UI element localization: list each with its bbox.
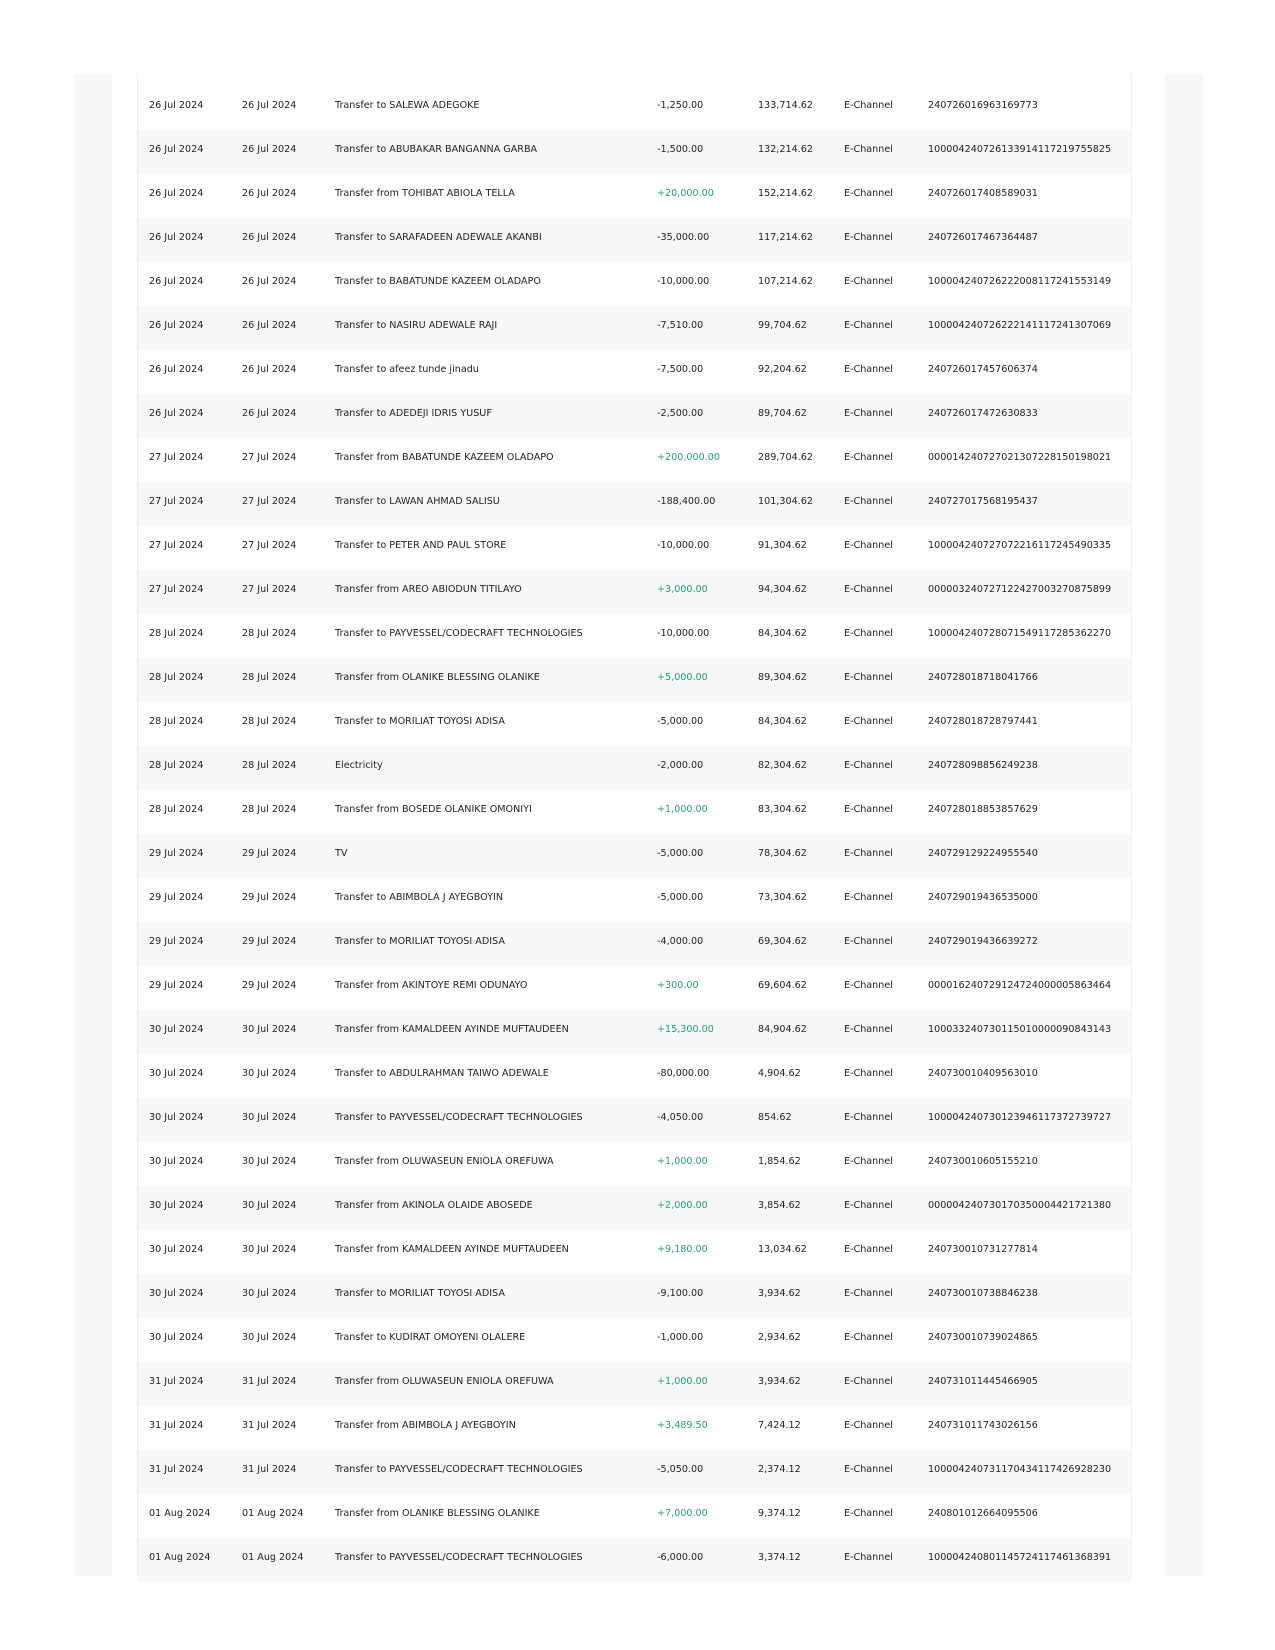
table-row bbox=[138, 394, 1131, 438]
transaction-date: 30 Jul 2024 bbox=[149, 1200, 204, 1211]
table-row bbox=[138, 1054, 1131, 1098]
transaction-reference: 000016240729124724000005863464 bbox=[928, 980, 1112, 991]
transaction-date: 31 Jul 2024 bbox=[149, 1376, 204, 1387]
transaction-amount: -5,000.00 bbox=[657, 716, 704, 727]
running-balance: 132,214.62 bbox=[758, 144, 813, 155]
transaction-reference: 240726017457606374 bbox=[928, 364, 1038, 375]
transaction-reference: 100033240730115010000090843143 bbox=[928, 1024, 1112, 1035]
transaction-reference: 240729129224955540 bbox=[928, 848, 1038, 859]
value-date: 30 Jul 2024 bbox=[242, 1112, 297, 1123]
table-row bbox=[138, 130, 1131, 174]
table-row bbox=[138, 262, 1131, 306]
transaction-amount: +5,000.00 bbox=[657, 672, 708, 683]
transaction-amount: -6,000.00 bbox=[657, 1552, 704, 1563]
running-balance: 13,034.62 bbox=[758, 1244, 807, 1255]
value-date: 27 Jul 2024 bbox=[242, 540, 297, 551]
value-date: 30 Jul 2024 bbox=[242, 1024, 297, 1035]
running-balance: 101,304.62 bbox=[758, 496, 813, 507]
value-date: 27 Jul 2024 bbox=[242, 496, 297, 507]
transaction-reference: 240730010409563010 bbox=[928, 1068, 1038, 1079]
transaction-channel: E-Channel bbox=[844, 716, 893, 727]
transaction-description: Transfer to NASIRU ADEWALE RAJI bbox=[335, 320, 498, 331]
value-date: 30 Jul 2024 bbox=[242, 1288, 297, 1299]
transaction-amount: +1,000.00 bbox=[657, 804, 708, 815]
transaction-date: 28 Jul 2024 bbox=[149, 804, 204, 815]
transaction-reference: 240726017467364487 bbox=[928, 232, 1038, 243]
transaction-channel: E-Channel bbox=[844, 452, 893, 463]
statement-page bbox=[137, 74, 1132, 1576]
table-row bbox=[138, 878, 1131, 922]
transaction-description: Transfer from BABATUNDE KAZEEM OLADAPO bbox=[335, 452, 554, 463]
value-date: 29 Jul 2024 bbox=[242, 936, 297, 947]
table-row bbox=[138, 350, 1131, 394]
running-balance: 3,934.62 bbox=[758, 1288, 801, 1299]
transaction-description: Transfer to MORILIAT TOYOSI ADISA bbox=[335, 1288, 505, 1299]
transaction-amount: -10,000.00 bbox=[657, 628, 710, 639]
running-balance: 92,204.62 bbox=[758, 364, 807, 375]
value-date: 29 Jul 2024 bbox=[242, 980, 297, 991]
transaction-table bbox=[138, 86, 1131, 1582]
running-balance: 84,304.62 bbox=[758, 716, 807, 727]
transaction-description: Transfer to PAYVESSEL/CODECRAFT TECHNOLOGIES bbox=[335, 1552, 583, 1563]
table-row bbox=[138, 1098, 1131, 1142]
value-date: 30 Jul 2024 bbox=[242, 1068, 297, 1079]
transaction-channel: E-Channel bbox=[844, 1156, 893, 1167]
transaction-reference: 240730010731277814 bbox=[928, 1244, 1038, 1255]
transaction-reference: 240730010738846238 bbox=[928, 1288, 1038, 1299]
transaction-description: Transfer to ABUBAKAR BANGANNA GARBA bbox=[335, 144, 538, 155]
transaction-date: 30 Jul 2024 bbox=[149, 1112, 204, 1123]
transaction-date: 29 Jul 2024 bbox=[149, 848, 204, 859]
transaction-channel: E-Channel bbox=[844, 1112, 893, 1123]
transaction-date: 30 Jul 2024 bbox=[149, 1156, 204, 1167]
running-balance: 289,704.62 bbox=[758, 452, 813, 463]
transaction-amount: -5,000.00 bbox=[657, 848, 704, 859]
transaction-description: Transfer from AKINOLA OLAIDE ABOSEDE bbox=[335, 1200, 533, 1211]
transaction-description: Transfer from OLUWASEUN ENIOLA OREFUWA bbox=[335, 1376, 554, 1387]
transaction-channel: E-Channel bbox=[844, 848, 893, 859]
transaction-reference: 240731011743026156 bbox=[928, 1420, 1038, 1431]
transaction-date: 30 Jul 2024 bbox=[149, 1068, 204, 1079]
running-balance: 84,904.62 bbox=[758, 1024, 807, 1035]
transaction-amount: -80,000.00 bbox=[657, 1068, 710, 1079]
table-row bbox=[138, 86, 1131, 130]
transaction-channel: E-Channel bbox=[844, 760, 893, 771]
table-row bbox=[138, 966, 1131, 1010]
transaction-reference: 100004240727072216117245490335 bbox=[928, 540, 1112, 551]
transaction-amount: -5,000.00 bbox=[657, 892, 704, 903]
table-row bbox=[138, 1186, 1131, 1230]
running-balance: 84,304.62 bbox=[758, 628, 807, 639]
transaction-reference: 100004240728071549117285362270 bbox=[928, 628, 1112, 639]
transaction-amount: -4,000.00 bbox=[657, 936, 704, 947]
transaction-amount: +1,000.00 bbox=[657, 1376, 708, 1387]
running-balance: 4,904.62 bbox=[758, 1068, 801, 1079]
transaction-description: Transfer from OLANIKE BLESSING OLANIKE bbox=[335, 672, 540, 683]
transaction-description: Transfer to LAWAN AHMAD SALISU bbox=[335, 496, 500, 507]
transaction-channel: E-Channel bbox=[844, 188, 893, 199]
transaction-reference: 240726017472630833 bbox=[928, 408, 1038, 419]
transaction-amount: +9,180.00 bbox=[657, 1244, 708, 1255]
running-balance: 89,304.62 bbox=[758, 672, 807, 683]
running-balance: 78,304.62 bbox=[758, 848, 807, 859]
transaction-description: Transfer to MORILIAT TOYOSI ADISA bbox=[335, 936, 505, 947]
table-row bbox=[138, 1318, 1131, 1362]
transaction-channel: E-Channel bbox=[844, 1332, 893, 1343]
transaction-description: Transfer to ABDULRAHMAN TAIWO ADEWALE bbox=[335, 1068, 549, 1079]
transaction-date: 31 Jul 2024 bbox=[149, 1464, 204, 1475]
transaction-channel: E-Channel bbox=[844, 804, 893, 815]
right-margin-panel bbox=[1165, 74, 1203, 1576]
transaction-description: Transfer to PAYVESSEL/CODECRAFT TECHNOLOGIES bbox=[335, 1464, 583, 1475]
transaction-date: 28 Jul 2024 bbox=[149, 628, 204, 639]
transaction-amount: -2,500.00 bbox=[657, 408, 704, 419]
value-date: 27 Jul 2024 bbox=[242, 584, 297, 595]
left-margin-panel bbox=[74, 74, 112, 1576]
transaction-reference: 100004240726222008117241553149 bbox=[928, 276, 1112, 287]
table-row bbox=[138, 702, 1131, 746]
running-balance: 133,714.62 bbox=[758, 100, 813, 111]
transaction-reference: 000004240730170350004421721380 bbox=[928, 1200, 1112, 1211]
value-date: 30 Jul 2024 bbox=[242, 1156, 297, 1167]
transaction-date: 27 Jul 2024 bbox=[149, 584, 204, 595]
transaction-channel: E-Channel bbox=[844, 496, 893, 507]
running-balance: 1,854.62 bbox=[758, 1156, 801, 1167]
transaction-date: 27 Jul 2024 bbox=[149, 496, 204, 507]
transaction-channel: E-Channel bbox=[844, 408, 893, 419]
table-row bbox=[138, 834, 1131, 878]
running-balance: 9,374.12 bbox=[758, 1508, 801, 1519]
table-row bbox=[138, 526, 1131, 570]
transaction-amount: -1,250.00 bbox=[657, 100, 704, 111]
transaction-channel: E-Channel bbox=[844, 364, 893, 375]
transaction-reference: 240726017408589031 bbox=[928, 188, 1038, 199]
transaction-amount: +15,300.00 bbox=[657, 1024, 714, 1035]
running-balance: 89,704.62 bbox=[758, 408, 807, 419]
transaction-description: TV bbox=[335, 848, 348, 859]
transaction-description: Transfer from OLUWASEUN ENIOLA OREFUWA bbox=[335, 1156, 554, 1167]
running-balance: 73,304.62 bbox=[758, 892, 807, 903]
transaction-description: Transfer to MORILIAT TOYOSI ADISA bbox=[335, 716, 505, 727]
value-date: 31 Jul 2024 bbox=[242, 1376, 297, 1387]
table-row bbox=[138, 746, 1131, 790]
transaction-date: 26 Jul 2024 bbox=[149, 144, 204, 155]
transaction-channel: E-Channel bbox=[844, 1420, 893, 1431]
table-row bbox=[138, 174, 1131, 218]
transaction-date: 28 Jul 2024 bbox=[149, 760, 204, 771]
transaction-amount: -7,500.00 bbox=[657, 364, 704, 375]
transaction-amount: -188,400.00 bbox=[657, 496, 716, 507]
transaction-channel: E-Channel bbox=[844, 540, 893, 551]
transaction-channel: E-Channel bbox=[844, 1024, 893, 1035]
value-date: 26 Jul 2024 bbox=[242, 320, 297, 331]
transaction-description: Transfer to KUDIRAT OMOYENI OLALERE bbox=[335, 1332, 526, 1343]
transaction-reference: 240728018853857629 bbox=[928, 804, 1038, 815]
transaction-description: Transfer from OLANIKE BLESSING OLANIKE bbox=[335, 1508, 540, 1519]
transaction-reference: 100004240730123946117372739727 bbox=[928, 1112, 1112, 1123]
transaction-date: 26 Jul 2024 bbox=[149, 100, 204, 111]
transaction-amount: -4,050.00 bbox=[657, 1112, 704, 1123]
value-date: 26 Jul 2024 bbox=[242, 188, 297, 199]
transaction-reference: 240730010605155210 bbox=[928, 1156, 1038, 1167]
running-balance: 94,304.62 bbox=[758, 584, 807, 595]
transaction-amount: +300.00 bbox=[657, 980, 699, 991]
table-row bbox=[138, 658, 1131, 702]
value-date: 30 Jul 2024 bbox=[242, 1244, 297, 1255]
running-balance: 117,214.62 bbox=[758, 232, 813, 243]
transaction-amount: +3,000.00 bbox=[657, 584, 708, 595]
transaction-amount: -1,000.00 bbox=[657, 1332, 704, 1343]
running-balance: 69,604.62 bbox=[758, 980, 807, 991]
transaction-channel: E-Channel bbox=[844, 100, 893, 111]
value-date: 31 Jul 2024 bbox=[242, 1464, 297, 1475]
transaction-description: Electricity bbox=[335, 760, 383, 771]
transaction-date: 29 Jul 2024 bbox=[149, 936, 204, 947]
running-balance: 107,214.62 bbox=[758, 276, 813, 287]
transaction-reference: 240729019436535000 bbox=[928, 892, 1038, 903]
transaction-amount: +20,000.00 bbox=[657, 188, 714, 199]
value-date: 28 Jul 2024 bbox=[242, 804, 297, 815]
value-date: 26 Jul 2024 bbox=[242, 144, 297, 155]
running-balance: 3,934.62 bbox=[758, 1376, 801, 1387]
transaction-reference: 100004240801145724117461368391 bbox=[928, 1552, 1112, 1563]
transaction-amount: -1,500.00 bbox=[657, 144, 704, 155]
running-balance: 152,214.62 bbox=[758, 188, 813, 199]
table-row bbox=[138, 438, 1131, 482]
transaction-amount: -10,000.00 bbox=[657, 540, 710, 551]
transaction-amount: +3,489.50 bbox=[657, 1420, 708, 1431]
running-balance: 3,374.12 bbox=[758, 1552, 801, 1563]
transaction-amount: +200,000.00 bbox=[657, 452, 720, 463]
value-date: 26 Jul 2024 bbox=[242, 232, 297, 243]
transaction-reference: 240728098856249238 bbox=[928, 760, 1038, 771]
transaction-channel: E-Channel bbox=[844, 144, 893, 155]
running-balance: 3,854.62 bbox=[758, 1200, 801, 1211]
value-date: 28 Jul 2024 bbox=[242, 628, 297, 639]
transaction-date: 28 Jul 2024 bbox=[149, 672, 204, 683]
table-row bbox=[138, 614, 1131, 658]
running-balance: 99,704.62 bbox=[758, 320, 807, 331]
transaction-reference: 240728018728797441 bbox=[928, 716, 1038, 727]
value-date: 27 Jul 2024 bbox=[242, 452, 297, 463]
transaction-amount: -2,000.00 bbox=[657, 760, 704, 771]
transaction-channel: E-Channel bbox=[844, 1288, 893, 1299]
transaction-amount: -7,510.00 bbox=[657, 320, 704, 331]
table-row bbox=[138, 1362, 1131, 1406]
transaction-reference: 100004240726222141117241307069 bbox=[928, 320, 1112, 331]
value-date: 30 Jul 2024 bbox=[242, 1332, 297, 1343]
transaction-amount: +7,000.00 bbox=[657, 1508, 708, 1519]
running-balance: 91,304.62 bbox=[758, 540, 807, 551]
transaction-reference: 240726016963169773 bbox=[928, 100, 1038, 111]
transaction-channel: E-Channel bbox=[844, 628, 893, 639]
transaction-date: 27 Jul 2024 bbox=[149, 452, 204, 463]
transaction-description: Transfer from AREO ABIODUN TITILAYO bbox=[335, 584, 522, 595]
transaction-date: 30 Jul 2024 bbox=[149, 1024, 204, 1035]
transaction-channel: E-Channel bbox=[844, 1552, 893, 1563]
transaction-channel: E-Channel bbox=[844, 584, 893, 595]
transaction-reference: 240731011445466905 bbox=[928, 1376, 1038, 1387]
transaction-description: Transfer to ABIMBOLA J AYEGBOYIN bbox=[335, 892, 504, 903]
transaction-date: 26 Jul 2024 bbox=[149, 320, 204, 331]
running-balance: 2,934.62 bbox=[758, 1332, 801, 1343]
transaction-reference: 240730010739024865 bbox=[928, 1332, 1038, 1343]
transaction-description: Transfer to SALEWA ADEGOKE bbox=[335, 100, 480, 111]
value-date: 28 Jul 2024 bbox=[242, 716, 297, 727]
transaction-amount: -9,100.00 bbox=[657, 1288, 704, 1299]
transaction-date: 26 Jul 2024 bbox=[149, 408, 204, 419]
table-row bbox=[138, 1406, 1131, 1450]
transaction-date: 26 Jul 2024 bbox=[149, 188, 204, 199]
transaction-channel: E-Channel bbox=[844, 1508, 893, 1519]
value-date: 01 Aug 2024 bbox=[242, 1552, 304, 1563]
table-row bbox=[138, 1274, 1131, 1318]
table-row bbox=[138, 1230, 1131, 1274]
value-date: 26 Jul 2024 bbox=[242, 100, 297, 111]
running-balance: 69,304.62 bbox=[758, 936, 807, 947]
value-date: 28 Jul 2024 bbox=[242, 760, 297, 771]
transaction-reference: 240728018718041766 bbox=[928, 672, 1038, 683]
transaction-channel: E-Channel bbox=[844, 1068, 893, 1079]
transaction-date: 29 Jul 2024 bbox=[149, 980, 204, 991]
value-date: 29 Jul 2024 bbox=[242, 848, 297, 859]
value-date: 26 Jul 2024 bbox=[242, 364, 297, 375]
transaction-channel: E-Channel bbox=[844, 936, 893, 947]
table-row bbox=[138, 1494, 1131, 1538]
transaction-reference: 000003240727122427003270875899 bbox=[928, 584, 1112, 595]
transaction-channel: E-Channel bbox=[844, 276, 893, 287]
transaction-reference: 100004240726133914117219755825 bbox=[928, 144, 1112, 155]
transaction-reference: 000014240727021307228150198021 bbox=[928, 452, 1112, 463]
value-date: 29 Jul 2024 bbox=[242, 892, 297, 903]
transaction-amount: -35,000.00 bbox=[657, 232, 710, 243]
transaction-date: 26 Jul 2024 bbox=[149, 364, 204, 375]
transaction-date: 31 Jul 2024 bbox=[149, 1420, 204, 1431]
transaction-date: 30 Jul 2024 bbox=[149, 1288, 204, 1299]
transaction-date: 01 Aug 2024 bbox=[149, 1508, 211, 1519]
transaction-channel: E-Channel bbox=[844, 1244, 893, 1255]
transaction-amount: +2,000.00 bbox=[657, 1200, 708, 1211]
table-row bbox=[138, 306, 1131, 350]
transaction-reference: 100004240731170434117426928230 bbox=[928, 1464, 1112, 1475]
transaction-description: Transfer to SARAFADEEN ADEWALE AKANBI bbox=[335, 232, 542, 243]
transaction-date: 29 Jul 2024 bbox=[149, 892, 204, 903]
transaction-amount: -10,000.00 bbox=[657, 276, 710, 287]
transaction-description: Transfer from KAMALDEEN AYINDE MUFTAUDEEN bbox=[335, 1244, 569, 1255]
transaction-channel: E-Channel bbox=[844, 232, 893, 243]
table-row bbox=[138, 482, 1131, 526]
table-row bbox=[138, 790, 1131, 834]
value-date: 31 Jul 2024 bbox=[242, 1420, 297, 1431]
transaction-reference: 240801012664095506 bbox=[928, 1508, 1038, 1519]
table-row bbox=[138, 1538, 1131, 1582]
running-balance: 83,304.62 bbox=[758, 804, 807, 815]
transaction-description: Transfer to ADEDEJI IDRIS YUSUF bbox=[335, 408, 492, 419]
running-balance: 82,304.62 bbox=[758, 760, 807, 771]
transaction-channel: E-Channel bbox=[844, 1200, 893, 1211]
running-balance: 7,424.12 bbox=[758, 1420, 801, 1431]
transaction-description: Transfer to PETER AND PAUL STORE bbox=[335, 540, 507, 551]
transaction-description: Transfer from KAMALDEEN AYINDE MUFTAUDEEN bbox=[335, 1024, 569, 1035]
transaction-date: 27 Jul 2024 bbox=[149, 540, 204, 551]
transaction-description: Transfer to PAYVESSEL/CODECRAFT TECHNOLOGIES bbox=[335, 628, 583, 639]
transaction-amount: +1,000.00 bbox=[657, 1156, 708, 1167]
transaction-description: Transfer from BOSEDE OLANIKE OMONIYI bbox=[335, 804, 532, 815]
transaction-description: Transfer from TOHIBAT ABIOLA TELLA bbox=[335, 188, 515, 199]
value-date: 30 Jul 2024 bbox=[242, 1200, 297, 1211]
transaction-reference: 240729019436639272 bbox=[928, 936, 1038, 947]
transaction-date: 26 Jul 2024 bbox=[149, 276, 204, 287]
table-row bbox=[138, 922, 1131, 966]
value-date: 01 Aug 2024 bbox=[242, 1508, 304, 1519]
transaction-channel: E-Channel bbox=[844, 980, 893, 991]
table-row bbox=[138, 1010, 1131, 1054]
table-row bbox=[138, 570, 1131, 614]
table-row bbox=[138, 1142, 1131, 1186]
transaction-date: 26 Jul 2024 bbox=[149, 232, 204, 243]
transaction-description: Transfer from AKINTOYE REMI ODUNAYO bbox=[335, 980, 528, 991]
transaction-channel: E-Channel bbox=[844, 320, 893, 331]
running-balance: 854.62 bbox=[758, 1112, 792, 1123]
transaction-description: Transfer to afeez tunde jinadu bbox=[335, 364, 479, 375]
transaction-date: 30 Jul 2024 bbox=[149, 1244, 204, 1255]
transaction-reference: 240727017568195437 bbox=[928, 496, 1038, 507]
transaction-date: 30 Jul 2024 bbox=[149, 1332, 204, 1343]
transaction-channel: E-Channel bbox=[844, 1464, 893, 1475]
running-balance: 2,374.12 bbox=[758, 1464, 801, 1475]
table-row bbox=[138, 218, 1131, 262]
value-date: 26 Jul 2024 bbox=[242, 276, 297, 287]
table-row bbox=[138, 1450, 1131, 1494]
transaction-date: 01 Aug 2024 bbox=[149, 1552, 211, 1563]
value-date: 28 Jul 2024 bbox=[242, 672, 297, 683]
transaction-channel: E-Channel bbox=[844, 892, 893, 903]
transaction-channel: E-Channel bbox=[844, 672, 893, 683]
transaction-date: 28 Jul 2024 bbox=[149, 716, 204, 727]
transaction-description: Transfer to BABATUNDE KAZEEM OLADAPO bbox=[335, 276, 541, 287]
value-date: 26 Jul 2024 bbox=[242, 408, 297, 419]
transaction-description: Transfer from ABIMBOLA J AYEGBOYIN bbox=[335, 1420, 516, 1431]
transaction-description: Transfer to PAYVESSEL/CODECRAFT TECHNOLOGIES bbox=[335, 1112, 583, 1123]
transaction-amount: -5,050.00 bbox=[657, 1464, 704, 1475]
transaction-channel: E-Channel bbox=[844, 1376, 893, 1387]
